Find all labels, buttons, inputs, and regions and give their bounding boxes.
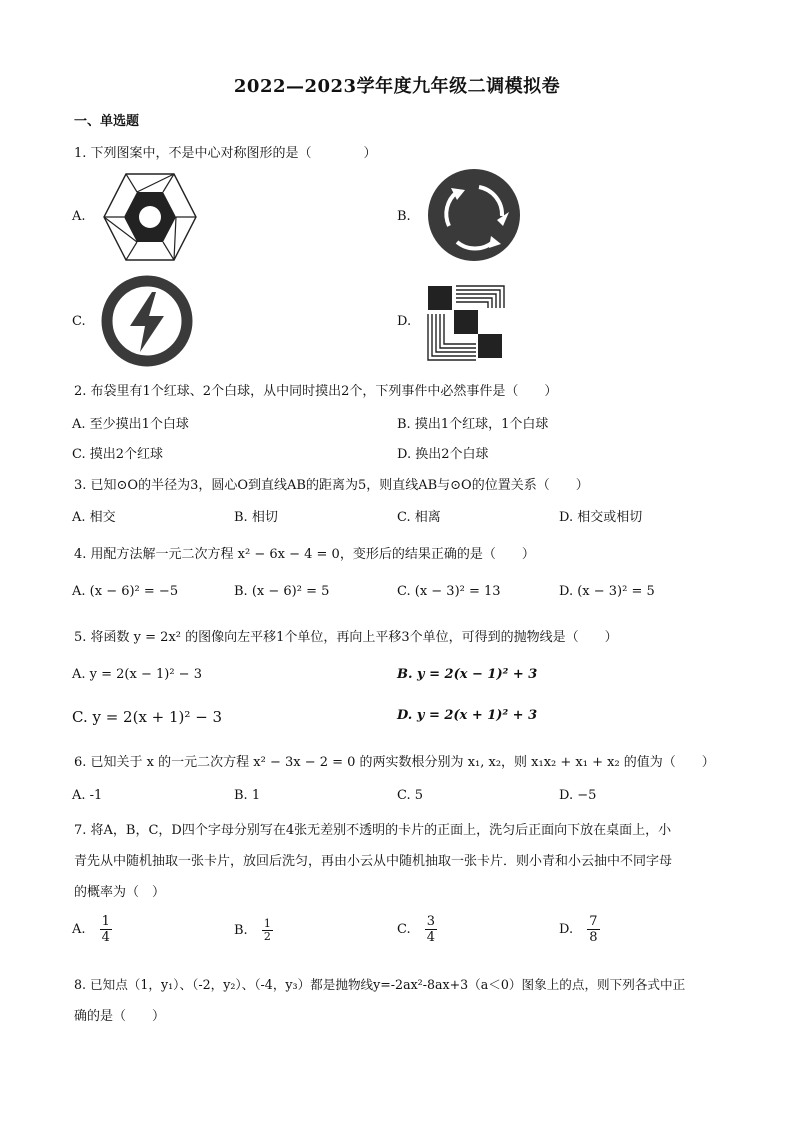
q5-option-c: C. y = 2(x + 1)² − 3 <box>72 708 223 726</box>
q6-option-c: C. 5 <box>397 788 424 803</box>
fraction-numerator: 1 <box>101 914 110 929</box>
page-title: 2022—2023学年度九年级二调模拟卷 <box>233 76 561 97</box>
q7-option-c-fraction <box>425 914 437 945</box>
question-6-stem: 6. 已知关于 x 的一元二次方程 x² − 3x − 2 = 0 的两实数根分别为 x₁, x₂，则 x₁x₂ + x₁ + x₂ 的值为（ ） <box>74 755 715 770</box>
hexagon-nut-figure <box>102 172 198 262</box>
question-1-stem: 1. 下列图案中，不是中心对称图形的是（ ） <box>74 146 377 161</box>
q7-option-a-fraction <box>100 914 112 945</box>
question-7-line-3: 的概率为（ ） <box>74 885 166 900</box>
squares-stripes-figure <box>426 284 506 362</box>
q2-option-d: D. 换出2个白球 <box>397 447 489 462</box>
q4-option-a: A. (x − 6)² = −5 <box>72 584 179 599</box>
q7-option-b-fraction <box>262 918 273 943</box>
q7-option-b <box>234 918 273 943</box>
q5-option-a: A. y = 2(x − 1)² − 3 <box>72 667 202 682</box>
q6-option-d: D. −5 <box>559 788 597 803</box>
q5-option-d: D. y = 2(x + 1)² + 3 <box>397 708 538 723</box>
q6-option-b: B. 1 <box>234 788 261 803</box>
fraction-numerator: 3 <box>426 914 436 929</box>
circle-arrows-figure <box>427 168 521 262</box>
q2-option-a: A. 至少摸出1个白球 <box>72 417 189 432</box>
q7-option-c-label: C. <box>397 922 411 937</box>
q1-option-b-label: B. <box>397 209 411 224</box>
question-2-stem: 2. 布袋里有1个红球、2个白球，从中同时摸出2个，下列事件中必然事件是（ ） <box>74 384 558 399</box>
q4-option-d: D. (x − 3)² = 5 <box>559 584 655 599</box>
fraction-denominator: 8 <box>589 930 598 945</box>
q2-option-c: C. 摸出2个红球 <box>72 447 164 462</box>
question-8-line-2: 确的是（ ） <box>74 1009 166 1024</box>
q7-option-d-label: D. <box>559 922 574 937</box>
q3-option-b: B. 相切 <box>234 510 278 525</box>
question-3-stem: 3. 已知⊙O的半径为3，圆心O到直线AB的距离为5，则直线AB与⊙O的位置关系（ ） <box>74 478 589 493</box>
q5-option-b: B. y = 2(x − 1)² + 3 <box>397 667 538 682</box>
question-7-line-1: 7. 将A，B，C，D四个字母分别写在4张无差别不透明的卡片的正面上，洗匀后正面向下放在桌面上，小 <box>74 823 672 838</box>
q1-option-d-label: D. <box>397 314 412 329</box>
q7-option-c <box>397 914 437 945</box>
fraction-numerator: 1 <box>263 917 271 930</box>
q3-option-a: A. 相交 <box>72 510 116 525</box>
section-heading: 一、单选题 <box>74 114 140 129</box>
fraction-numerator: 7 <box>589 914 598 929</box>
q6-option-a: A. -1 <box>72 788 103 803</box>
question-7-line-2: 青先从中随机抽取一张卡片，放回后洗匀，再由小云从中随机抽取一张卡片．则小青和小云抽中不同字母 <box>74 854 673 869</box>
question-5-stem: 5. 将函数 y = 2x² 的图像向左平移1个单位，再向上平移3个单位，可得到的抛物线是（ ） <box>74 630 618 645</box>
q4-option-c: C. (x − 3)² = 13 <box>397 584 501 599</box>
q3-option-d: D. 相交或相切 <box>559 510 643 525</box>
q1-option-a-label: A. <box>72 209 86 224</box>
q7-option-b-label: B. <box>234 923 248 938</box>
q7-option-a <box>72 914 112 945</box>
question-4-stem: 4. 用配方法解一元二次方程 x² − 6x − 4 = 0，变形后的结果正确的是（ ） <box>74 547 535 562</box>
q7-option-a-label: A. <box>72 922 86 937</box>
fraction-denominator: 4 <box>101 930 110 945</box>
fraction-denominator: 4 <box>426 930 436 945</box>
q1-option-c-label: C. <box>72 314 86 329</box>
q3-option-c: C. 相离 <box>397 510 441 525</box>
fraction-denominator: 2 <box>263 930 271 943</box>
q4-option-b: B. (x − 6)² = 5 <box>234 584 330 599</box>
q2-option-b: B. 摸出1个红球，1个白球 <box>397 417 549 432</box>
q7-option-d <box>559 914 600 945</box>
q7-option-d-fraction <box>587 914 599 945</box>
question-8-line-1: 8. 已知点（1，y₁）、（-2，y₂）、（-4，y₃）都是抛物线y=-2ax²-8ax+3（a＜0）图象上的点，则下列各式中正 <box>74 977 686 992</box>
lightning-circle-figure <box>100 274 194 368</box>
